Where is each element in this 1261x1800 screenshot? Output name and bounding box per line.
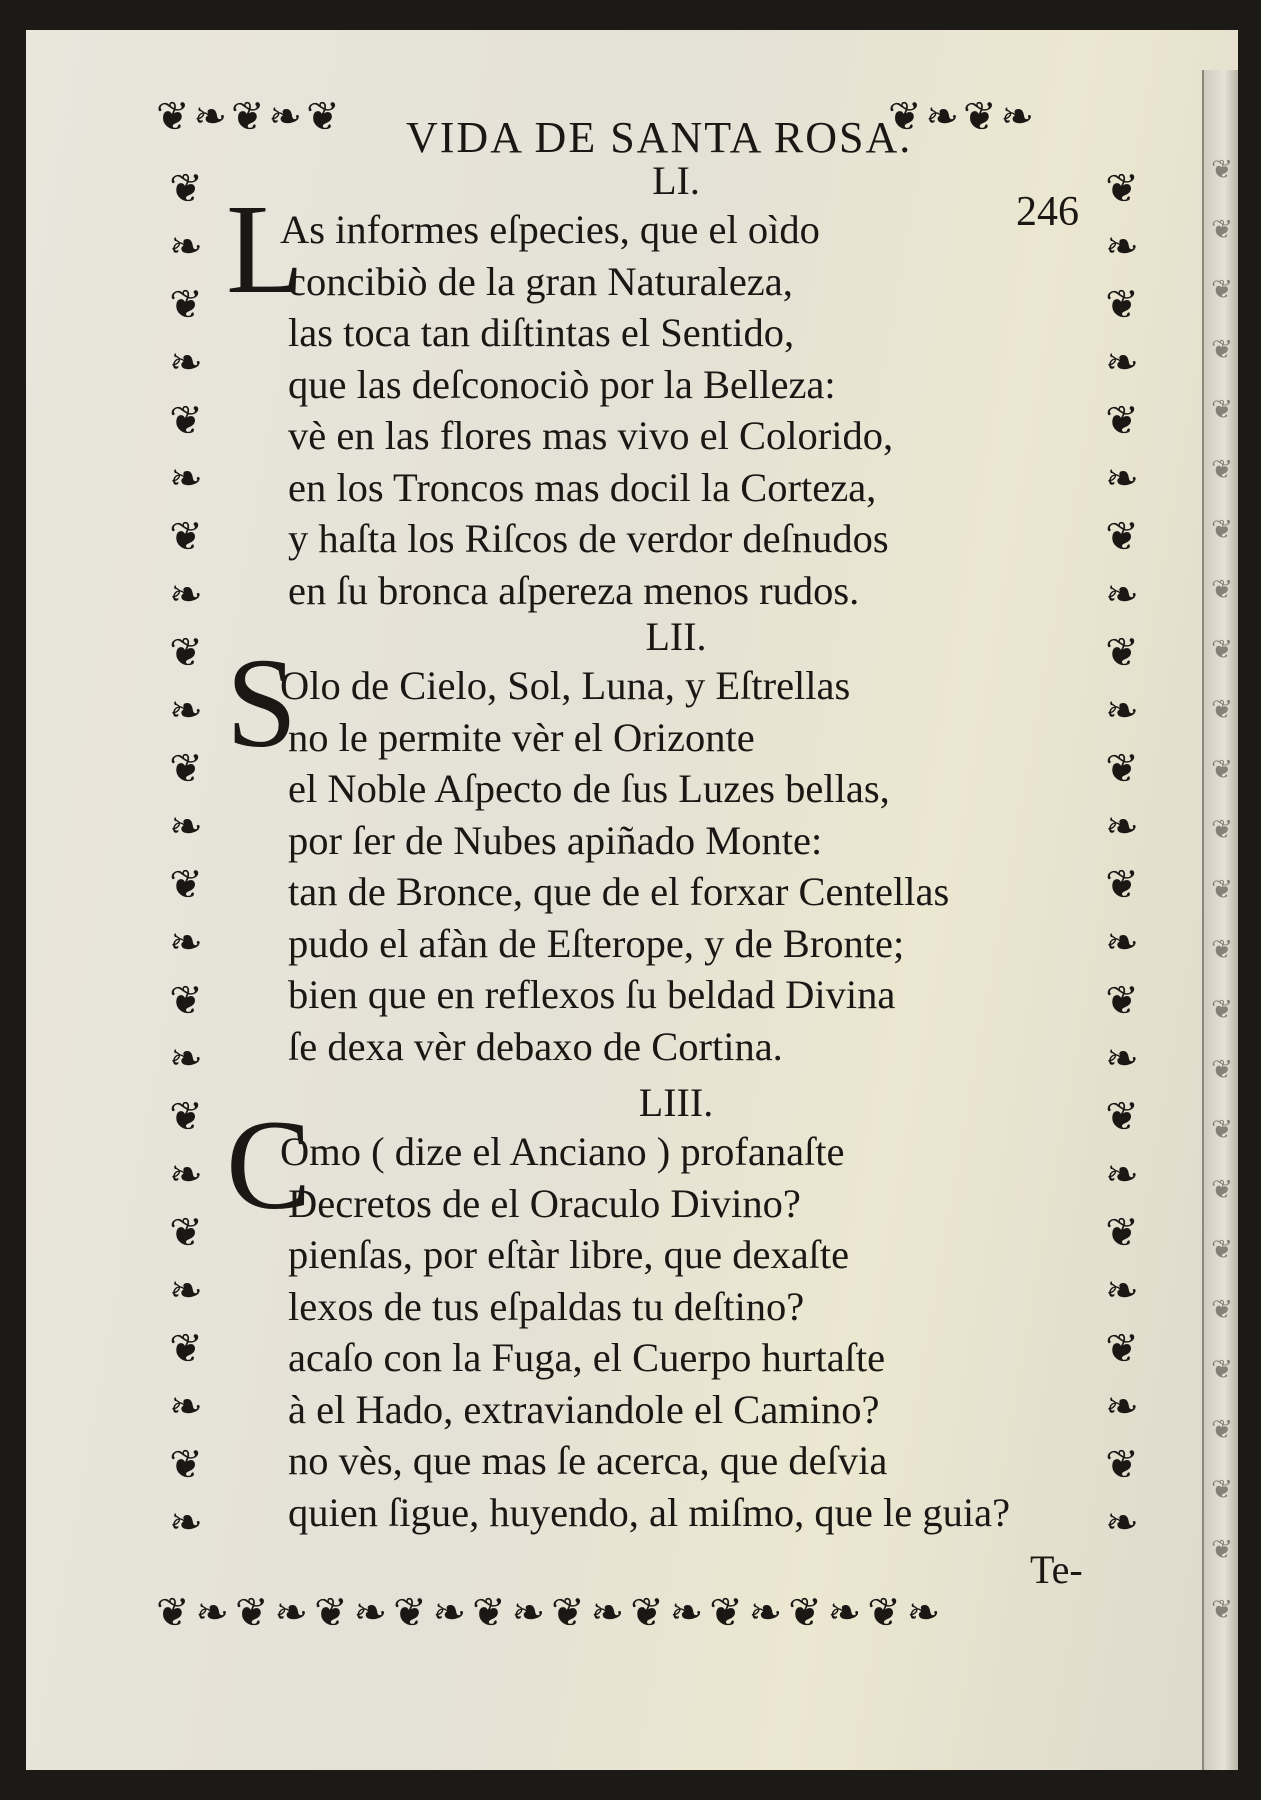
verse-line: en ſu bronca aſpereza menos rudos.: [288, 567, 860, 613]
verse-line: quien ſigue, huyendo, al miſmo, que le guia?: [288, 1489, 1011, 1535]
verse-line: y haſta los Riſcos de verdor deſnudos: [288, 516, 889, 561]
stanza-51: [226, 158, 1066, 616]
verse-line: Olo de Cielo, Sol, Luna, y Eſtrellas: [280, 663, 851, 708]
stanza-number: LIII.: [638, 1080, 714, 1125]
drop-cap-initial: S: [226, 632, 298, 774]
verse-line: en los Troncos mas docil la Corteza,: [288, 464, 877, 510]
fleuron-border-right-icon: ❦ ❧ ❦ ❧ ❦ ❧ ❦ ❧ ❦ ❧ ❦ ❧ ❦ ❧ ❦ ❧ ❦ ❧ ❦ ❧ ❦ ❧ ❦ ❧: [1105, 166, 1139, 1546]
verse-line: no vès, que mas ſe acerca, que deſvia: [288, 1438, 888, 1483]
verse-line: no le permite vèr el Orizonte: [288, 714, 755, 760]
verse-line: que las deſconociò por la Belleza:: [288, 361, 836, 407]
verse-line: lexos de tus eſpaldas tu deſtino?: [288, 1283, 805, 1329]
stanza-number: LII.: [645, 614, 707, 659]
stanza-52: [226, 614, 1066, 1072]
drop-cap-initial: C: [226, 1094, 312, 1236]
stanza-number: LI.: [652, 158, 700, 203]
verse-line: acaſo con la Fuga, el Cuerpo hurtaſte: [288, 1335, 886, 1380]
fleuron-border-left-icon: ❦ ❧ ❦ ❧ ❦ ❧ ❦ ❧ ❦ ❧ ❦ ❧ ❦ ❧ ❦ ❧ ❦ ❧ ❦ ❧ ❦ ❧ ❦ ❧: [169, 166, 203, 1546]
facing-page-ornament-icon: ❦ ❦ ❦ ❦ ❦ ❦ ❦ ❦ ❦ ❦ ❦ ❦ ❦ ❦ ❦ ❦ ❦ ❦ ❦ ❦ ❦ ❦ ❦ ❦ ❦: [1211, 155, 1233, 1625]
catchword: Te-: [1030, 1547, 1083, 1592]
running-title: VIDA DE SANTA ROSA.: [406, 113, 913, 162]
verse-line: concibiò de la gran Naturaleza,: [288, 258, 793, 304]
verse-line: tan de Bronce, que de el forxar Centellas: [288, 869, 950, 914]
verse-line: à el Hado, extraviandole el Camino?: [288, 1386, 880, 1432]
fleuron-border-top-right-icon: ❦❧❦❧: [888, 94, 1039, 140]
page-number: 246: [1016, 189, 1079, 235]
book-page: [26, 30, 1238, 1770]
verse-line: Decretos de el Oraculo Divino?: [288, 1180, 801, 1226]
verse-line: vè en las flores mas vivo el Colorido,: [288, 413, 894, 458]
verse-line: pienſas, por eſtàr libre, que dexaſte: [288, 1232, 850, 1277]
facing-page-edge: [1202, 70, 1238, 1770]
verse-line: ſe dexa vèr debaxo de Cortina.: [288, 1023, 783, 1069]
verse-line: bien que en reflexos ſu beldad Divina: [288, 972, 896, 1017]
fleuron-border-bottom-icon: ❦❧❦❧❦❧❦❧❦❧❦❧❦❧❦❧❦❧❦❧: [156, 1590, 947, 1636]
verse-line: las toca tan diſtintas el Sentido,: [288, 310, 795, 355]
verse-line: el Noble Aſpecto de ſus Luzes bellas,: [288, 766, 890, 811]
stanza-53: [226, 1080, 1066, 1538]
verse-line: por ſer de Nubes apiñado Monte:: [288, 817, 823, 863]
fleuron-border-top-left-icon: ❦❧❦❧❦: [156, 94, 344, 140]
verse-line: As informes eſpecies, que el oìdo: [280, 207, 820, 252]
verse-line: pudo el afàn de Eſterope, y de Bronte;: [288, 920, 905, 966]
drop-cap-initial: L: [226, 178, 305, 320]
verse-line: Omo ( dize el Anciano ) profanaſte: [280, 1129, 845, 1174]
